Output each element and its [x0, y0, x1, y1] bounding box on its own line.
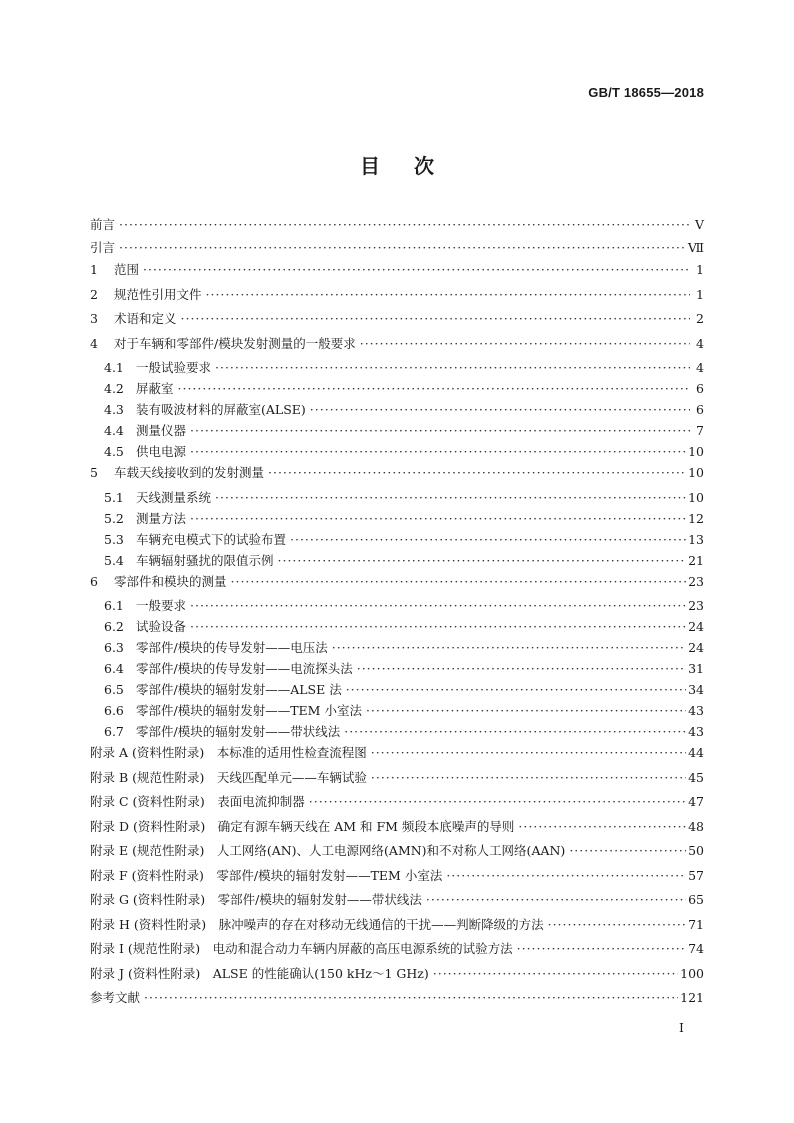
toc-entry-title: 规范性引用文件: [114, 286, 202, 302]
toc-entry-title: 天线测量系统: [136, 489, 212, 505]
toc-entry-title: 附录 H (资料性附录) 脉冲噪声的存在对移动无线通信的干扰——判断降级的方法: [90, 916, 544, 932]
toc-entry-title: 试验设备: [136, 619, 187, 634]
toc-entry-label: [90, 792, 305, 810]
toc-entry-label: [90, 463, 264, 481]
dot-leader: [310, 402, 690, 417]
toc-entry[interactable]: [90, 722, 704, 743]
dot-leader: [119, 240, 686, 255]
toc-entry-number: 6.7: [104, 724, 124, 739]
toc-entry-number: 6.3: [104, 640, 124, 655]
toc-entry-title: 前言: [90, 217, 116, 232]
toc-entry-title: 附录 I (规范性附录) 电动和混合动力车辆内屏蔽的高压电源系统的试验方法: [90, 941, 513, 956]
toc-entry-page: Ⅶ: [687, 239, 704, 255]
toc-entry-title: 车辆辐射骚扰的限值示例: [136, 552, 274, 568]
toc-entry-label: [104, 488, 211, 506]
toc-entry-title: 附录 F (资料性附录) 零部件/模块的辐射发射——TEM 小室法: [90, 867, 443, 883]
toc-entry-number: 5.4: [104, 552, 124, 568]
toc-entry-number: 4.5: [104, 444, 124, 459]
dot-leader: [119, 217, 690, 232]
toc-entry-number: 1: [90, 262, 98, 277]
toc-entry-page: 57: [688, 867, 704, 883]
toc-entry[interactable]: [90, 358, 704, 379]
toc-entry-number: 2: [90, 286, 98, 302]
toc-entry-number: 4: [90, 335, 98, 351]
toc-entry-label: [90, 285, 202, 303]
toc-entry-page: 23: [688, 573, 704, 589]
toc-entry-title: 零部件/模块的辐射发射——带状线法: [136, 724, 341, 739]
toc-entry[interactable]: [90, 400, 704, 421]
toc-entry-title: 零部件/模块的传导发射——电压法: [136, 640, 328, 655]
dot-leader: [190, 511, 686, 526]
toc-entry[interactable]: [90, 442, 704, 463]
toc-entry-label: [90, 309, 177, 327]
toc-entry-page: 24: [688, 619, 704, 634]
toc-entry-page: 50: [688, 843, 704, 858]
toc-entry[interactable]: [90, 659, 704, 680]
toc-entry-label: [104, 722, 340, 740]
toc-entry-label: [90, 915, 544, 933]
toc-entry-title: 参考文献: [90, 990, 141, 1005]
toc-entry-number: 3: [90, 311, 98, 326]
toc-entry-title: 附录 E (规范性附录) 人工网络(AN)、人工电源网络(AMN)和不对称人工网络(AAN): [90, 843, 566, 858]
toc-entry-title: 一般要求: [136, 598, 187, 613]
toc-entry-number: 5.1: [104, 489, 124, 505]
dot-leader: [215, 490, 686, 505]
toc-entry-title: 测量方法: [136, 510, 187, 526]
toc-entry-page: 44: [688, 745, 704, 760]
toc-entry-label: [104, 379, 174, 397]
toc-entry-label: [104, 400, 306, 418]
toc-entry-label: [90, 890, 422, 908]
toc-entry[interactable]: [90, 964, 704, 989]
toc-entry[interactable]: [90, 285, 704, 310]
dot-leader: [517, 941, 686, 956]
toc-entry-title: 车辆充电模式下的试验布置: [136, 531, 287, 547]
toc-entry[interactable]: [90, 421, 704, 442]
dot-leader: [433, 966, 678, 981]
toc-entry-number: 5.2: [104, 510, 124, 526]
dot-leader: [366, 703, 686, 718]
table-of-contents: [90, 215, 704, 1013]
toc-entry[interactable]: [90, 551, 704, 572]
dot-leader: [446, 868, 686, 883]
toc-entry-title: 附录 G (资料性附录) 零部件/模块的辐射发射——带状线法: [90, 892, 422, 907]
toc-entry[interactable]: [90, 638, 704, 659]
dot-leader: [143, 262, 690, 277]
toc-entry-page: 43: [688, 703, 704, 718]
toc-entry-page: 71: [688, 916, 704, 932]
toc-entry-title: 引言: [90, 239, 116, 255]
toc-entry-label: [104, 442, 186, 460]
toc-entry[interactable]: [90, 379, 704, 400]
toc-entry[interactable]: [90, 260, 704, 285]
toc-entry-label: [90, 215, 115, 233]
toc-entry-page: 1: [696, 286, 704, 302]
toc-entry[interactable]: [90, 988, 704, 1013]
toc-entry-title: 零部件/模块的辐射发射——TEM 小室法: [136, 703, 362, 718]
toc-entry-page: 100: [680, 965, 704, 981]
toc-entry-title: 附录 D (资料性附录) 确定有源车辆天线在 AM 和 FM 频段本底噪声的导则: [90, 818, 515, 834]
toc-entry-title: 零部件和模块的测量: [114, 573, 227, 589]
toc-entry-label: [104, 617, 186, 635]
toc-entry[interactable]: [90, 463, 704, 488]
toc-entry-title: 术语和定义: [114, 311, 177, 326]
toc-entry-title: 测量仪器: [136, 423, 187, 438]
toc-entry-page: 31: [688, 661, 704, 676]
dot-leader: [371, 770, 686, 785]
dot-leader: [190, 619, 686, 634]
dot-leader: [332, 640, 686, 655]
dot-leader: [190, 598, 686, 613]
toc-entry[interactable]: [90, 530, 704, 551]
toc-entry-title: 零部件/模块的辐射发射——ALSE 法: [136, 682, 342, 697]
toc-entry-label: [90, 841, 565, 859]
dot-leader: [190, 444, 686, 459]
dot-leader: [231, 574, 687, 589]
toc-entry-page: 1: [696, 262, 704, 277]
toc-entry-page: 4: [696, 335, 704, 351]
toc-entry[interactable]: [90, 817, 704, 842]
toc-entry[interactable]: [90, 939, 704, 964]
dot-leader: [278, 553, 687, 568]
toc-entry-page: 48: [688, 818, 704, 834]
toc-entry-title: 附录 A (资料性附录) 本标准的适用性检查流程图: [90, 745, 367, 760]
toc-entry[interactable]: [90, 841, 704, 866]
toc-entry-page: 47: [688, 794, 704, 809]
toc-entry-page: 6: [696, 381, 704, 396]
toc-entry-label: [90, 866, 442, 884]
toc-entry[interactable]: [90, 743, 704, 768]
toc-entry-label: [104, 358, 211, 376]
toc-entry-page: 10: [688, 444, 704, 459]
dot-leader: [357, 661, 686, 676]
toc-entry-title: 车载天线接收到的发射测量: [114, 465, 265, 480]
toc-entry-label: [104, 421, 186, 439]
dot-leader: [215, 360, 690, 375]
toc-entry-page: 7: [696, 423, 704, 438]
toc-entry-label: [104, 659, 353, 677]
toc-entry[interactable]: [90, 596, 704, 617]
toc-entry-title: 附录 B (规范性附录) 天线匹配单元——车辆试验: [90, 769, 367, 785]
toc-entry-label: [104, 701, 362, 719]
dot-leader: [290, 532, 686, 547]
toc-entry-title: 附录 C (资料性附录) 表面电流抑制器: [90, 794, 305, 809]
toc-entry-page: 23: [688, 598, 704, 613]
toc-entry[interactable]: [90, 617, 704, 638]
toc-entry-number: 6.5: [104, 682, 124, 697]
dot-leader: [190, 423, 690, 438]
toc-entry-label: [104, 551, 274, 569]
dot-leader: [371, 745, 686, 760]
toc-entry[interactable]: [90, 701, 704, 722]
toc-entry-label: [104, 596, 186, 614]
toc-entry-number: 4.4: [104, 423, 124, 438]
toc-entry-number: 6.1: [104, 598, 124, 613]
toc-entry-number: 6: [90, 573, 98, 589]
toc-entry-label: [90, 988, 140, 1006]
toc-entry-number: 6.2: [104, 619, 124, 634]
page-title: 目次: [360, 154, 468, 178]
dot-leader: [569, 843, 686, 858]
toc-entry-page: 45: [688, 769, 704, 785]
toc-entry-title: 附录 J (资料性附录) ALSE 的性能确认(150 kHz～1 GHz): [90, 965, 429, 981]
dot-leader: [344, 724, 686, 739]
toc-entry-page: 13: [688, 531, 704, 547]
toc-entry-page: 2: [696, 311, 704, 326]
toc-entry[interactable]: [90, 768, 704, 793]
toc-entry-page: 24: [688, 640, 704, 655]
dot-leader: [309, 794, 686, 809]
dot-leader: [518, 819, 686, 834]
toc-entry[interactable]: [90, 866, 704, 891]
toc-entry-page: 74: [688, 941, 704, 956]
toc-entry-label: [90, 260, 139, 278]
toc-entry-number: 6.4: [104, 661, 124, 676]
toc-entry-label: [104, 509, 186, 527]
toc-entry[interactable]: [90, 509, 704, 530]
toc-entry-number: 4.2: [104, 381, 124, 396]
toc-entry[interactable]: [90, 238, 704, 261]
toc-entry-number: 5.3: [104, 531, 124, 547]
toc-entry[interactable]: [90, 309, 704, 334]
toc-entry-label: [90, 817, 514, 835]
dot-leader: [144, 990, 678, 1005]
toc-entry[interactable]: [90, 680, 704, 701]
dot-leader: [181, 311, 690, 326]
toc-entry[interactable]: [90, 915, 704, 940]
toc-entry[interactable]: [90, 890, 704, 915]
toc-entry-number: 4.3: [104, 402, 124, 417]
toc-entry-label: [90, 572, 227, 590]
toc-entry-page: 121: [680, 990, 704, 1005]
toc-entry-label: [90, 768, 367, 786]
toc-entry-page: 12: [688, 510, 704, 526]
toc-entry-title: 屏蔽室: [136, 381, 174, 396]
toc-entry-number: 5: [90, 465, 98, 480]
toc-entry-label: [104, 638, 328, 656]
toc-entry-title: 供电电源: [136, 444, 187, 459]
toc-entry[interactable]: [90, 488, 704, 509]
toc-entry-number: 4.1: [104, 360, 124, 375]
toc-entry-label: [90, 939, 513, 957]
toc-entry-page: 65: [688, 892, 704, 907]
dot-leader: [548, 917, 686, 932]
toc-entry-number: 6.6: [104, 703, 124, 718]
toc-entry-title: 零部件/模块的传导发射——电流探头法: [136, 661, 353, 676]
toc-entry-label: [104, 530, 286, 548]
toc-entry-page: 4: [696, 360, 704, 375]
toc-entry-label: [104, 680, 342, 698]
toc-entry[interactable]: [90, 334, 704, 359]
toc-entry-page: 10: [688, 489, 704, 505]
dot-leader: [346, 682, 686, 697]
toc-entry-title: 一般试验要求: [136, 360, 212, 375]
toc-entry-title: 范围: [114, 262, 140, 277]
toc-entry-page: V: [694, 217, 704, 232]
toc-entry-title: 装有吸波材料的屏蔽室(ALSE): [136, 402, 306, 417]
dot-leader: [178, 381, 690, 396]
toc-entry[interactable]: [90, 792, 704, 817]
toc-entry-page: 43: [688, 724, 704, 739]
toc-entry-label: [90, 334, 356, 352]
toc-entry-label: [90, 238, 115, 256]
dot-leader: [360, 336, 690, 351]
page-number: I: [679, 1020, 684, 1035]
toc-entry-title: 对于车辆和零部件/模块发射测量的一般要求: [114, 335, 356, 351]
toc-entry-page: 34: [688, 682, 704, 697]
toc-entry[interactable]: [90, 572, 704, 597]
dot-leader: [206, 287, 690, 302]
toc-entry-label: [90, 964, 429, 982]
dot-leader: [268, 465, 686, 480]
toc-entry[interactable]: [90, 215, 704, 238]
dot-leader: [426, 892, 686, 907]
toc-entry-label: [90, 743, 367, 761]
standard-code: GB/T 18655—2018: [588, 85, 704, 100]
toc-entry-page: 10: [688, 465, 704, 480]
toc-entry-page: 6: [696, 402, 704, 417]
toc-entry-page: 21: [688, 552, 704, 568]
